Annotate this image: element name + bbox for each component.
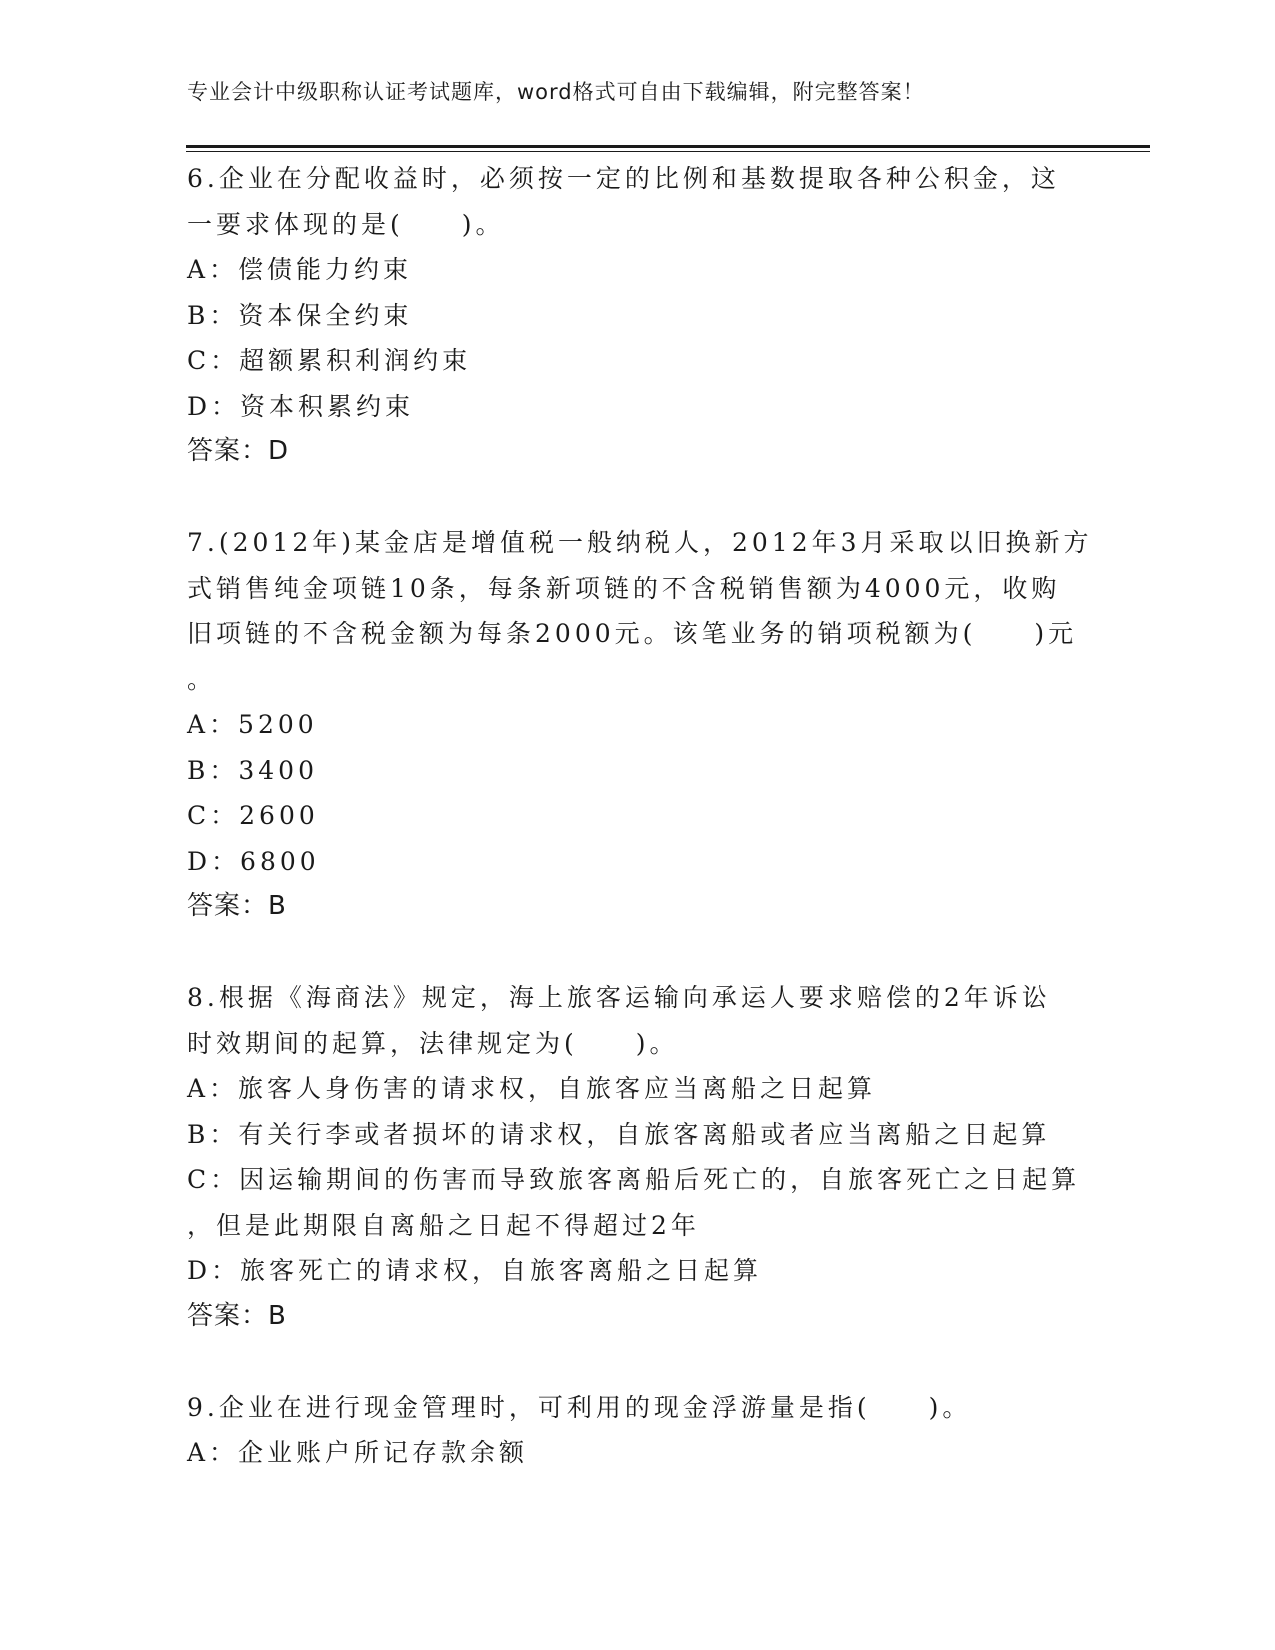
question-stem-line: 。 — [187, 664, 217, 694]
question-spacer — [187, 475, 1087, 521]
option-a: A：企业账户所记存款余额 — [187, 1438, 529, 1467]
option-a: A：偿债能力约束 — [187, 255, 413, 284]
page-header: 专业会计中级职称认证考试题库，word格式可自由下载编辑，附完整答案！ — [187, 80, 925, 104]
option-c: C：因运输期间的伤害而导致旅客离船后死亡的，自旅客死亡之日起算 — [187, 1165, 1081, 1194]
question-stem-line: 6.企业在分配收益时，必须按一定的比例和基数提取各种公积金，这 — [187, 164, 1060, 193]
question-block — [187, 156, 1087, 475]
question-block — [187, 1385, 1087, 1476]
answer-line: 答案：B — [187, 1300, 287, 1331]
option-d: D：6800 — [187, 846, 320, 876]
question-stem-line: 7.(2012年)某金店是增值税一般纳税人，2012年3月采取以旧换新方 — [187, 528, 1093, 557]
question-stem-line: 一要求体现的是( )。 — [187, 209, 505, 239]
option-a: A：5200 — [187, 710, 318, 739]
option-c: C：超额累积利润约束 — [187, 346, 472, 375]
option-b: B：资本保全约束 — [187, 300, 413, 330]
question-spacer — [187, 930, 1087, 976]
answer-line: 答案：B — [187, 891, 287, 921]
question-list — [187, 156, 1093, 1476]
option-b: B：3400 — [187, 755, 318, 785]
header-rule-thin — [186, 151, 1150, 152]
option-c-continued: ，但是此期限自离船之日起不得超过2年 — [187, 1210, 700, 1240]
option-d: D：资本积累约束 — [187, 391, 415, 421]
question-stem-line: 9.企业在进行现金管理时，可利用的现金浮游量是指( )。 — [187, 1392, 972, 1422]
option-b: B：有关行李或者损坏的请求权，自旅客离船或者应当离船之日起算 — [187, 1119, 1051, 1149]
question-spacer — [187, 1339, 1087, 1385]
question-stem-line: 8.根据《海商法》规定，海上旅客运输向承运人要求赔偿的2年诉讼 — [187, 983, 1051, 1012]
question-stem-line: 式销售纯金项链10条，每条新项链的不含税销售额为4000元，收购 — [187, 573, 1061, 603]
option-a: A：旅客人身伤害的请求权，自旅客应当离船之日起算 — [187, 1074, 877, 1103]
header-rule-thick — [186, 145, 1150, 148]
option-c: C：2600 — [187, 801, 319, 830]
question-block — [187, 975, 1087, 1339]
question-stem-line: 旧项链的不含税金额为每条2000元。该笔业务的销项税额为( )元 — [187, 619, 1078, 648]
option-d: D：旅客死亡的请求权，自旅客离船之日起算 — [187, 1256, 763, 1285]
question-stem-line: 时效期间的起算，法律规定为( )。 — [187, 1028, 679, 1058]
question-block — [187, 520, 1093, 930]
answer-line: 答案：D — [187, 436, 290, 466]
